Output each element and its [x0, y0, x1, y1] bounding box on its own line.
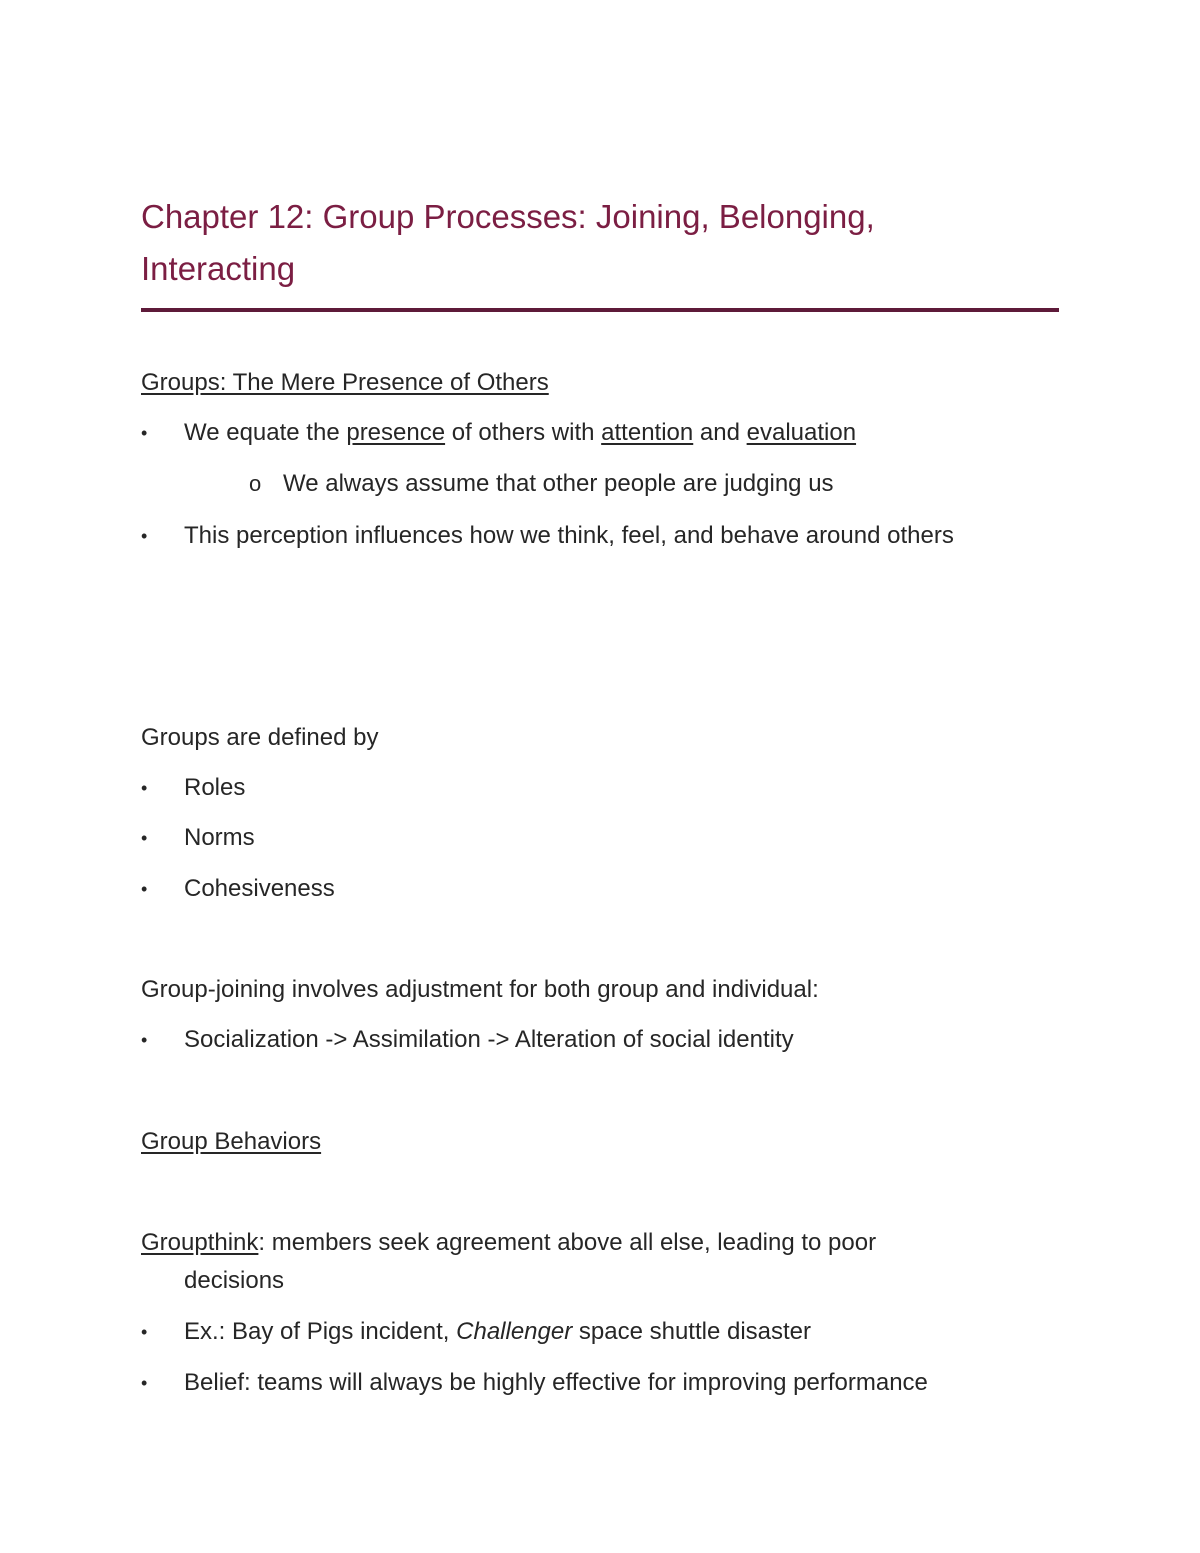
section-heading-group-behaviors: Group Behaviors	[141, 1128, 322, 1155]
group-joining-intro: Group-joining involves adjustment for both group and individual:	[141, 976, 819, 1003]
chapter-title	[141, 191, 1059, 295]
chapter-title-line-2: Interacting	[141, 250, 296, 287]
list-item-norms: Norms	[184, 824, 255, 851]
term-challenger: Challenger	[456, 1318, 573, 1345]
groups-defined-intro: Groups are defined by	[141, 724, 379, 751]
text-run: We equate the	[184, 419, 347, 446]
term-attention: attention	[601, 419, 694, 446]
list-item-cohesiveness: Cohesiveness	[184, 875, 335, 902]
bullet-perception: This perception influences how we think, feel, and behave around others	[184, 522, 954, 549]
term-groupthink: Groupthink	[141, 1229, 259, 1256]
bullet-icon: •	[141, 778, 148, 798]
bullet-examples	[184, 1313, 811, 1351]
text-run: Ex.: Bay of Pigs incident,	[184, 1318, 457, 1345]
sub-bullet-icon: o	[249, 471, 262, 496]
section-heading-mere-presence: Groups: The Mere Presence of Others	[141, 369, 549, 396]
bullet-icon: •	[141, 423, 148, 443]
bullet-icon: •	[141, 828, 148, 848]
groupthink-definition	[141, 1224, 876, 1262]
bullet-icon: •	[141, 1373, 148, 1393]
bullet-icon: •	[141, 1322, 148, 1342]
list-item-roles: Roles	[184, 774, 246, 801]
bullet-icon: •	[141, 879, 148, 899]
sub-bullet-judging: We always assume that other people are judging us	[283, 470, 834, 497]
bullet-icon: •	[141, 1030, 148, 1050]
bullet-presence-attention	[184, 414, 856, 452]
bullet-icon: •	[141, 526, 148, 546]
term-evaluation: evaluation	[746, 419, 857, 446]
text-run: space shuttle disaster	[572, 1318, 812, 1345]
text-run: and	[693, 419, 747, 446]
text-run: : members seek agreement above all else, leading to poor	[258, 1229, 877, 1256]
chapter-title-line-1: Chapter 12: Group Processes: Joining, Belonging,	[141, 198, 875, 235]
text-run: of others with	[445, 419, 602, 446]
title-divider	[141, 308, 1059, 312]
groupthink-definition-continued: decisions	[184, 1267, 285, 1294]
term-presence: presence	[346, 419, 446, 446]
bullet-socialization: Socialization -> Assimilation -> Alteration of social identity	[184, 1026, 794, 1053]
bullet-belief: Belief: teams will always be highly effective for improving performance	[184, 1369, 928, 1396]
